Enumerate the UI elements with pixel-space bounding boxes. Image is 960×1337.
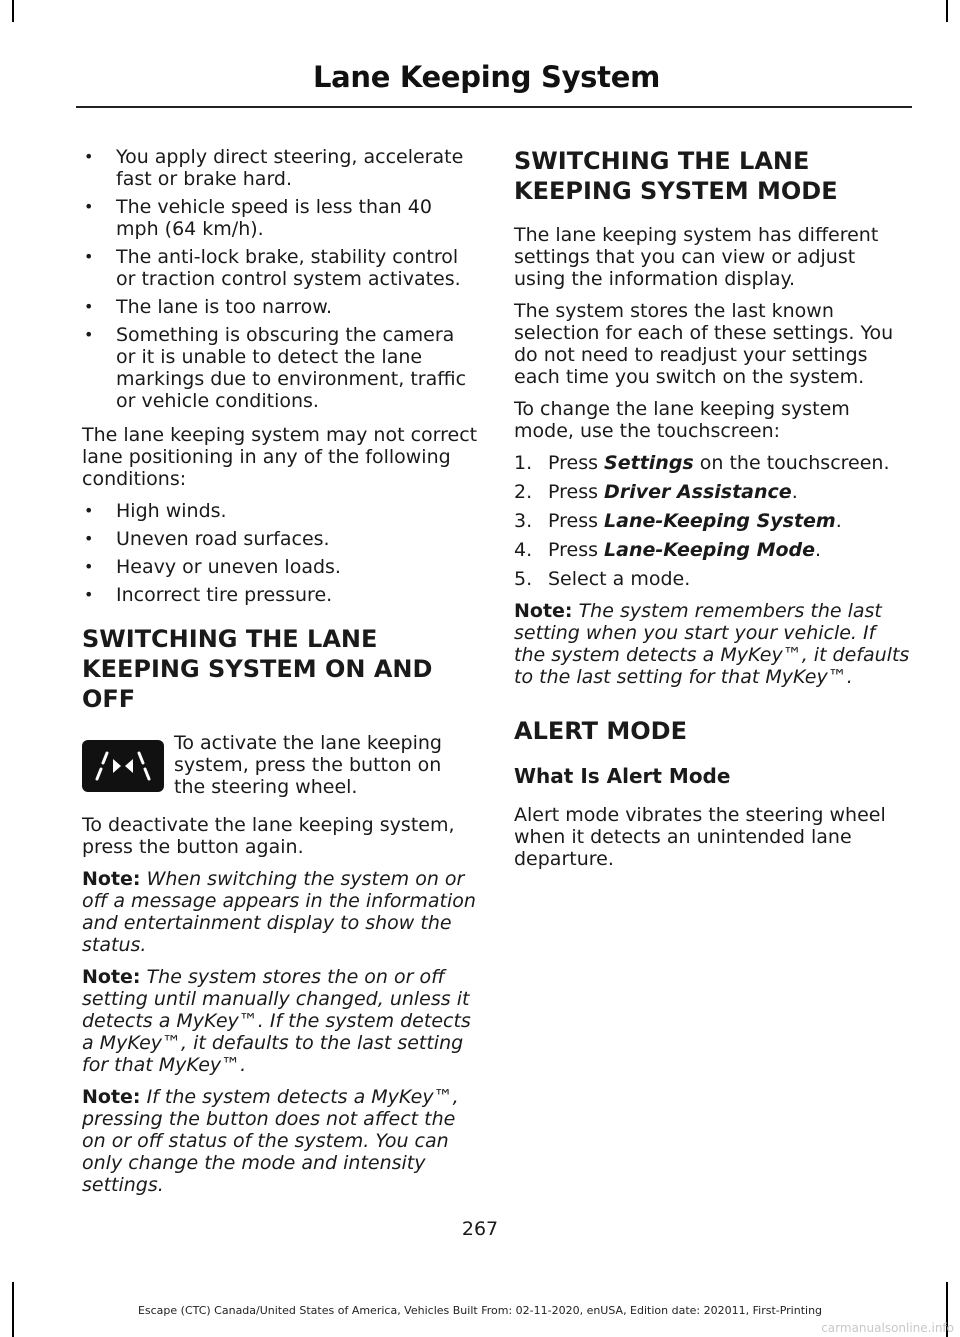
- list-item: • Something is obscuring the camera or it is unable to detect the lane markings due to environment, traffic or vehicle conditions.: [82, 324, 478, 412]
- list-item: • You apply direct steering, accelerate fast or brake hard.: [82, 146, 478, 190]
- watermark: carmanualsonline.info: [821, 1321, 954, 1335]
- step-number: 4.: [514, 539, 533, 561]
- note-text: If the system detects a MyKey™, pressing the button does not affect the on or off status of the system. You can only change the mode and intensity settings.: [82, 1086, 459, 1196]
- list-item: • The vehicle speed is less than 40 mph (64 km/h).: [82, 196, 478, 240]
- header-divider: [76, 106, 912, 108]
- paragraph: Alert mode vibrates the steering wheel when it detects an unintended lane departure.: [514, 804, 886, 870]
- steps-list: [514, 452, 910, 590]
- paragraph: The lane keeping system has different settings that you can view or adjust using the information display.: [514, 224, 879, 290]
- step-item: [514, 568, 910, 590]
- step-post: .: [835, 510, 842, 532]
- step-pre: Press: [548, 510, 605, 532]
- section-heading-mode: SWITCHING THE LANE KEEPING SYSTEM MODE: [514, 147, 838, 205]
- step-pre: Select a mode.: [548, 568, 691, 590]
- note-label: Note:: [82, 966, 141, 988]
- note-label: Note:: [82, 1086, 141, 1108]
- list-item: • The lane is too narrow.: [82, 296, 478, 318]
- note: [82, 1086, 478, 1196]
- list-item: • The anti-lock brake, stability control or traction control system activates.: [82, 246, 478, 290]
- step-bold: Settings: [604, 452, 694, 474]
- paragraph: To change the lane keeping system mode, use the touchscreen:: [514, 398, 850, 442]
- step-item: [514, 452, 910, 474]
- step-number: 2.: [514, 481, 533, 503]
- paragraph: The lane keeping system may not correct lane positioning in any of the following conditions:: [82, 424, 478, 490]
- step-pre: Press: [548, 481, 605, 503]
- icon-row: [82, 732, 478, 798]
- page-number: 267: [461, 1218, 499, 1240]
- lane-keeping-icon: [82, 740, 164, 792]
- step-bold: Driver Assistance: [604, 481, 792, 503]
- step-number: 3.: [514, 510, 533, 532]
- note: [82, 966, 478, 1076]
- crop-mark-top-left: [12, 0, 14, 22]
- condition-list-1: [82, 146, 478, 412]
- left-column: [82, 146, 478, 1206]
- step-number: 1.: [514, 452, 533, 474]
- note-label: Note:: [82, 868, 141, 890]
- step-bold: Lane-Keeping System: [604, 510, 836, 532]
- note-text: When switching the system on or off a message appears in the information and entertainment display to show the status.: [82, 868, 476, 956]
- condition-list-2: [82, 500, 478, 606]
- note: [82, 868, 478, 956]
- list-item: • High winds.: [82, 500, 478, 522]
- page-title: Lane Keeping System: [312, 60, 660, 94]
- note-label: Note:: [514, 600, 573, 622]
- step-post: .: [815, 539, 822, 561]
- step-post: .: [791, 481, 798, 503]
- subheading: What Is Alert Mode: [514, 764, 731, 788]
- note: [514, 600, 910, 688]
- list-item: • Heavy or uneven loads.: [82, 556, 478, 578]
- crop-mark-top-right: [946, 0, 948, 22]
- icon-description: To activate the lane keeping system, press the button on the steering wheel.: [174, 732, 442, 798]
- list-item: • Incorrect tire pressure.: [82, 584, 478, 606]
- step-item: [514, 539, 910, 561]
- step-number: 5.: [514, 568, 533, 590]
- note-text: The system stores the on or off setting until manually changed, unless it detects a MyKey™. If the system detects a MyKey™, it defaults to the last setting for that MyKey™.: [82, 966, 471, 1076]
- step-bold: Lane-Keeping Mode: [604, 539, 816, 561]
- section-heading-alert-mode: ALERT MODE: [514, 717, 687, 745]
- step-item: [514, 510, 910, 532]
- step-post: on the touchscreen.: [693, 452, 890, 474]
- section-heading-on-off: SWITCHING THE LANE KEEPING SYSTEM ON AND OFF: [82, 625, 433, 713]
- paragraph: The system stores the last known selection for each of these settings. You do not need to readjust your settings each time you switch on the system.: [514, 300, 894, 388]
- step-pre: Press: [548, 539, 605, 561]
- step-pre: Press: [548, 452, 605, 474]
- note-text: The system remembers the last setting when you start your vehicle. If the system detects a MyKey™, it defaults to the last setting for that MyKey™.: [514, 600, 910, 688]
- paragraph: To deactivate the lane keeping system, press the button again.: [82, 814, 455, 858]
- footer-text: Escape (CTC) Canada/United States of America, Vehicles Built From: 02-11-2020, enUSA, Edition date: 202011, First-Printing: [137, 1304, 823, 1317]
- step-item: [514, 481, 910, 503]
- right-column: [514, 146, 910, 880]
- list-item: • Uneven road surfaces.: [82, 528, 478, 550]
